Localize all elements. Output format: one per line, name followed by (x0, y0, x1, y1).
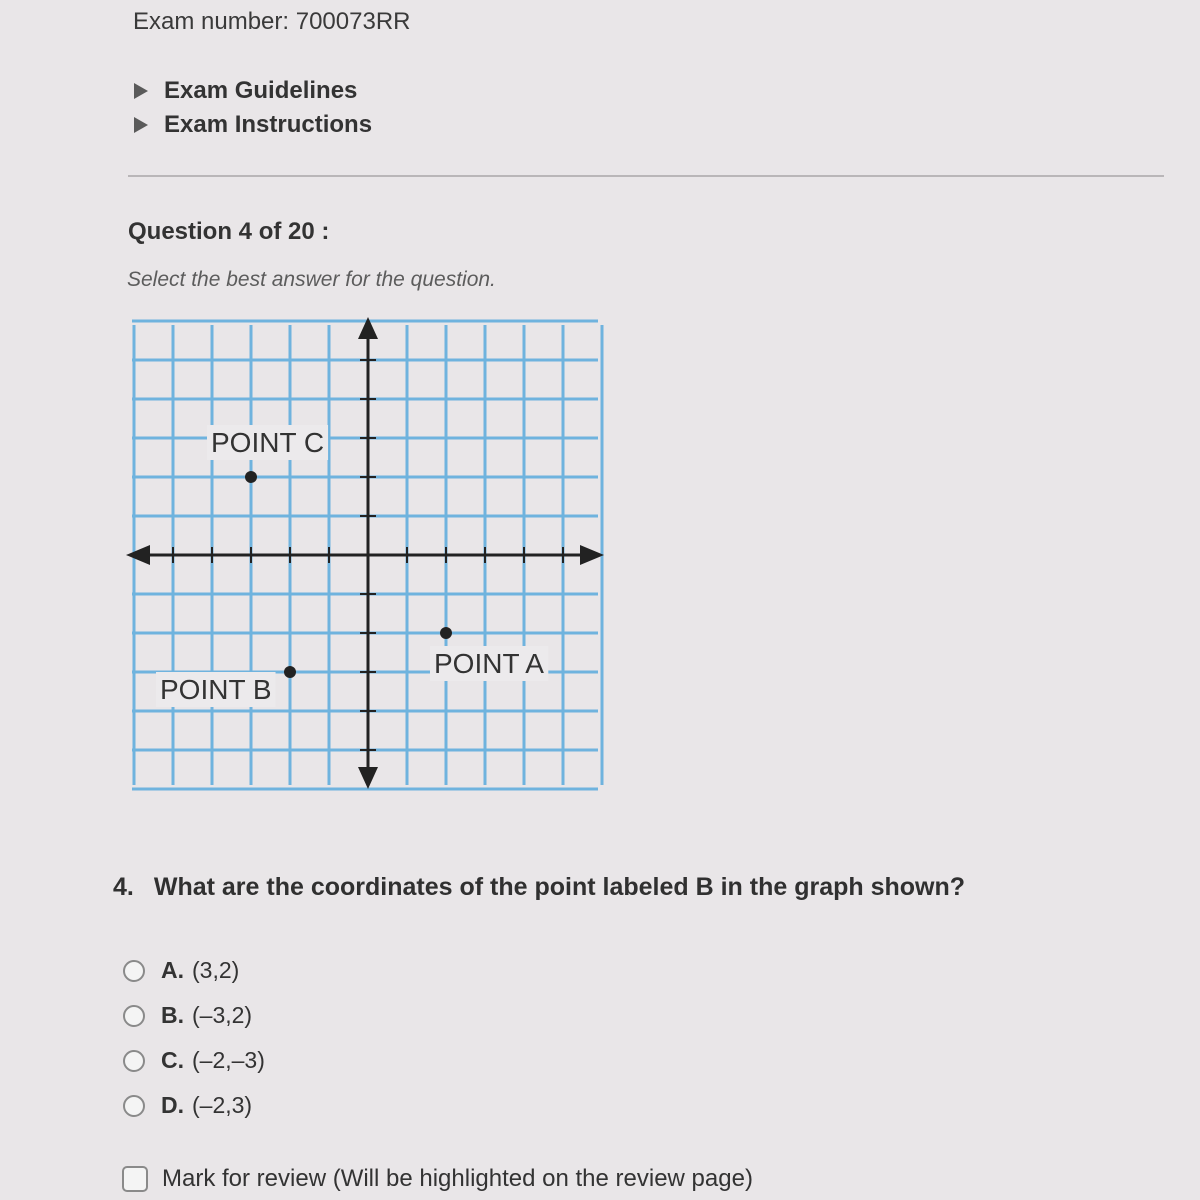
exam-number: Exam number: 700073RR (133, 8, 411, 35)
radio-button[interactable] (123, 1050, 145, 1072)
option-a[interactable] (123, 948, 265, 993)
coordinate-graph (120, 315, 610, 795)
option-c[interactable] (123, 1038, 265, 1083)
option-value: (–2,–3) (192, 1047, 265, 1073)
exam-guidelines-toggle[interactable] (134, 77, 357, 105)
radio-button[interactable] (123, 1005, 145, 1027)
x-axis-right-arrow (580, 545, 604, 565)
question-instruction: Select the best answer for the question. (127, 268, 496, 291)
exam-instructions-label: Exam Instructions (164, 111, 373, 138)
point-label: POINT B (160, 674, 272, 705)
axes (126, 317, 604, 789)
expand-triangle-icon (134, 117, 148, 133)
mark-for-review[interactable] (122, 1165, 753, 1193)
option-value: (–2,3) (192, 1092, 253, 1118)
review-checkbox[interactable] (122, 1166, 148, 1192)
exam-instructions-toggle[interactable] (134, 111, 372, 139)
answer-options (123, 948, 265, 1128)
question-header: Question 4 of 20 : (128, 218, 330, 245)
option-value: (–3,2) (192, 1002, 253, 1028)
x-axis-left-arrow (126, 545, 150, 565)
divider (128, 175, 1164, 177)
graph-point (245, 471, 257, 483)
point-label: POINT C (211, 427, 325, 458)
expand-triangle-icon (134, 83, 148, 99)
option-value: (3,2) (192, 957, 240, 983)
radio-button[interactable] (123, 1095, 145, 1117)
graph-point (284, 666, 296, 678)
question-text-row (113, 873, 965, 902)
graph-points (156, 425, 548, 707)
radio-button[interactable] (123, 960, 145, 982)
exam-guidelines-label: Exam Guidelines (164, 77, 358, 104)
option-b[interactable] (123, 993, 265, 1038)
option-letter: B. (161, 1002, 184, 1028)
option-letter: D. (161, 1092, 184, 1118)
point-label: POINT A (434, 648, 544, 679)
question-number: 4. (113, 873, 134, 901)
option-letter: C. (161, 1047, 184, 1073)
option-letter: A. (161, 957, 184, 983)
review-label: Mark for review (Will be highlighted on the review page) (162, 1165, 753, 1192)
y-axis-down-arrow (358, 767, 378, 789)
question-text: What are the coordinates of the point labeled B in the graph shown? (153, 873, 966, 901)
option-d[interactable] (123, 1083, 265, 1128)
graph-point (440, 627, 452, 639)
